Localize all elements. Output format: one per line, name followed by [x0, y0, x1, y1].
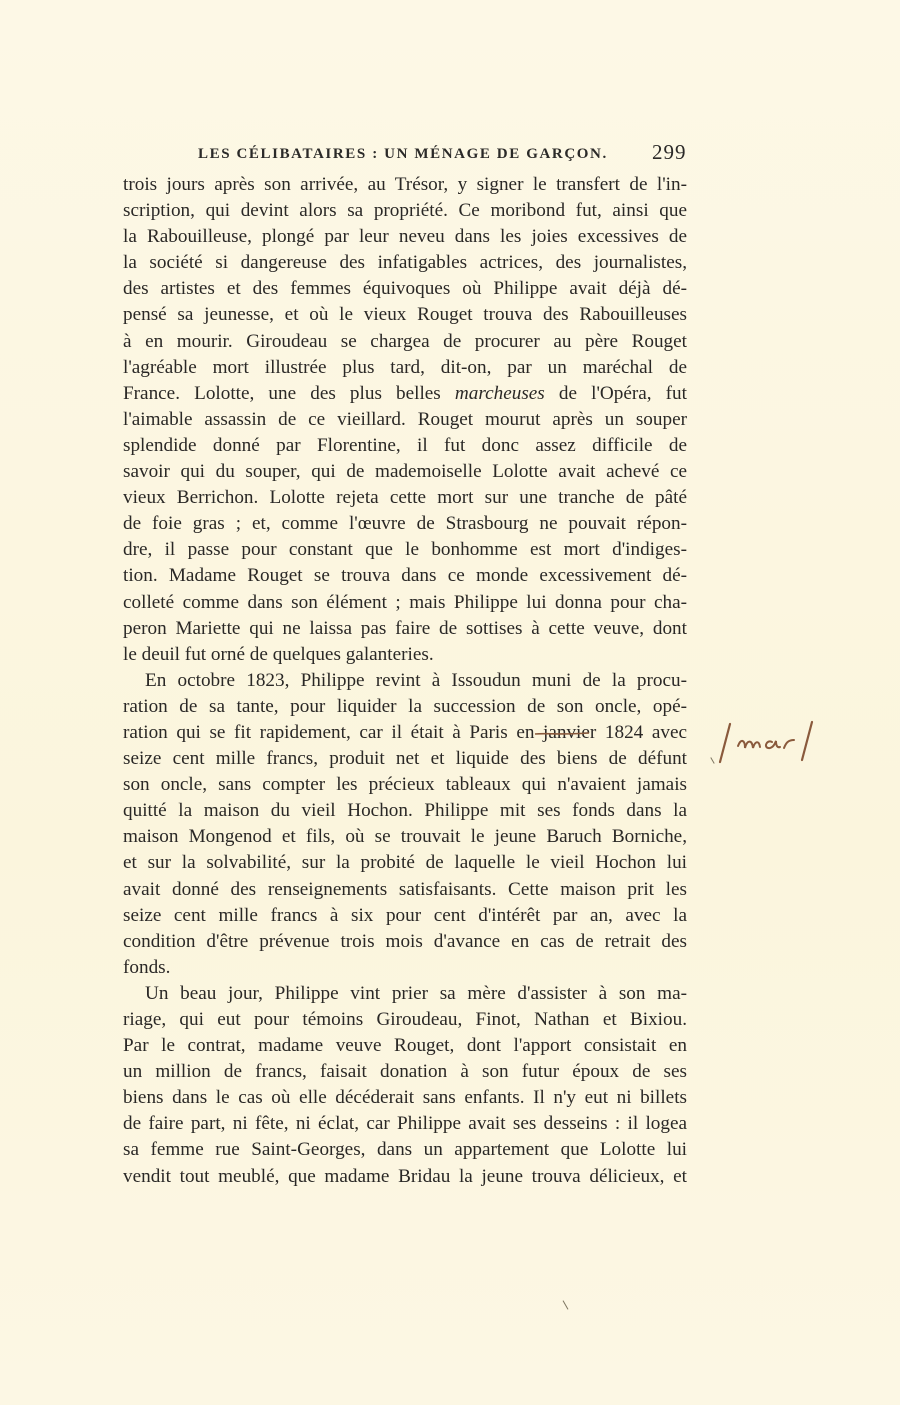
text-line: trois jours après son arrivée, au Trésor, y signer le transfert de l'in-	[123, 174, 687, 195]
running-head	[198, 142, 698, 166]
text-line: pensé sa jeunesse, et où le vieux Rouget trouva des Rabouilleuses	[123, 304, 687, 326]
text-line: riage, qui eut pour témoins Giroudeau, Finot, Nathan et Bixiou.	[123, 1009, 687, 1030]
running-title: LES CÉLIBATAIRES : UN MÉNAGE DE GARÇON.	[198, 146, 608, 162]
text-line: ration qui se fit rapidement, car il était à Paris en janvier 1824 avec	[123, 721, 687, 743]
text-line: splendide donné par Florentine, il fut donc assez difficile de	[123, 434, 687, 456]
text-line: colleté comme dans son élément ; mais Philippe lui donna pour cha-	[123, 591, 687, 613]
text-line: tion. Madame Rouget se trouva dans ce monde excessivement dé-	[123, 565, 687, 587]
text-line: dre, il passe pour constant que le bonhomme est mort d'indiges-	[123, 539, 687, 561]
text-line: son oncle, sans compter les précieux tableaux qui n'avaient jamais	[123, 774, 687, 796]
text-line: biens dans le cas où elle décéderait sans enfants. Il n'y eut ni billets	[123, 1087, 687, 1109]
text-line: peron Mariette qui ne laissa pas faire de sottises à cette veuve, dont	[123, 617, 687, 639]
text-line: sa femme rue Saint-Georges, dans un appartement que Lolotte lui	[123, 1139, 687, 1161]
text-line: la Rabouilleuse, plongé par leur neveu dans les joies excessives de	[123, 226, 687, 248]
body-text	[123, 172, 687, 1190]
text-line: seize cent mille francs à six pour cent d'intérêt par an, avec la	[123, 904, 687, 926]
text-line: France. Lolotte, une des plus belles marcheuses de l'Opéra, fut	[123, 382, 687, 404]
text-line: Un beau jour, Philippe vint prier sa mère d'assister à son ma-	[145, 982, 687, 1004]
text-line: savoir qui du souper, qui de mademoiselle Lolotte avait achevé ce	[123, 461, 687, 483]
text-line: seize cent mille francs, produit net et liquide des biens de défunt	[123, 748, 687, 770]
text-line: la société si dangereuse des infatigables actrices, des journalistes,	[123, 252, 687, 274]
text-line: maison Mongenod et fils, où se trouvait le jeune Baruch Borniche,	[123, 826, 687, 848]
text-line: et sur la solvabilité, sur la probité de laquelle le vieil Hochon lui	[123, 852, 687, 874]
text-line: condition d'être prévenue trois mois d'avance en cas de retrait des	[123, 930, 687, 952]
page-number: 299	[652, 140, 687, 164]
text-line: avait donné des renseignements satisfaisants. Cette maison prit les	[123, 878, 687, 900]
text-line: scription, qui devint alors sa propriété. Ce moribond fut, ainsi que	[123, 200, 687, 222]
text-line: des artistes et des femmes équivoques où Philippe avait déjà dé-	[123, 278, 687, 300]
text-line: le deuil fut orné de quelques galanteries.	[123, 643, 434, 665]
text-line: l'aimable assassin de ce vieillard. Rouget mourut après un souper	[123, 408, 687, 430]
text-line: de foie gras ; et, comme l'œuvre de Strasbourg ne pouvait répon-	[123, 513, 687, 535]
text-line: l'agréable mort illustrée plus tard, dit-on, par un maréchal de	[123, 356, 687, 378]
paper-speck	[563, 1300, 569, 1309]
text-line: à en mourir. Giroudeau se chargea de procurer au père Rouget	[123, 330, 687, 352]
text-line: vieux Berrichon. Lolotte rejeta cette mort sur une tranche de pâté	[123, 487, 687, 509]
text-line: En octobre 1823, Philippe revint à Issoudun muni de la procu-	[145, 669, 687, 691]
text-line: quitté la maison du vieil Hochon. Philippe mit ses fonds dans la	[123, 800, 687, 822]
handwritten-margin-note	[708, 712, 858, 772]
text-line: vendit tout meublé, que madame Bridau la jeune trouva délicieux, et	[123, 1165, 687, 1187]
text-line: un million de francs, faisait donation à son futur époux de ses	[123, 1061, 687, 1083]
strikethrough-mark	[533, 727, 591, 741]
text-line: Par le contrat, madame veuve Rouget, dont l'apport consistait en	[123, 1035, 687, 1057]
text-line: ration de sa tante, pour liquider la succession de son oncle, opé-	[123, 695, 687, 717]
text-line: de faire part, ni fête, ni éclat, car Philippe avait ses desseins : il logea	[123, 1113, 687, 1135]
text-line: fonds.	[123, 956, 171, 978]
